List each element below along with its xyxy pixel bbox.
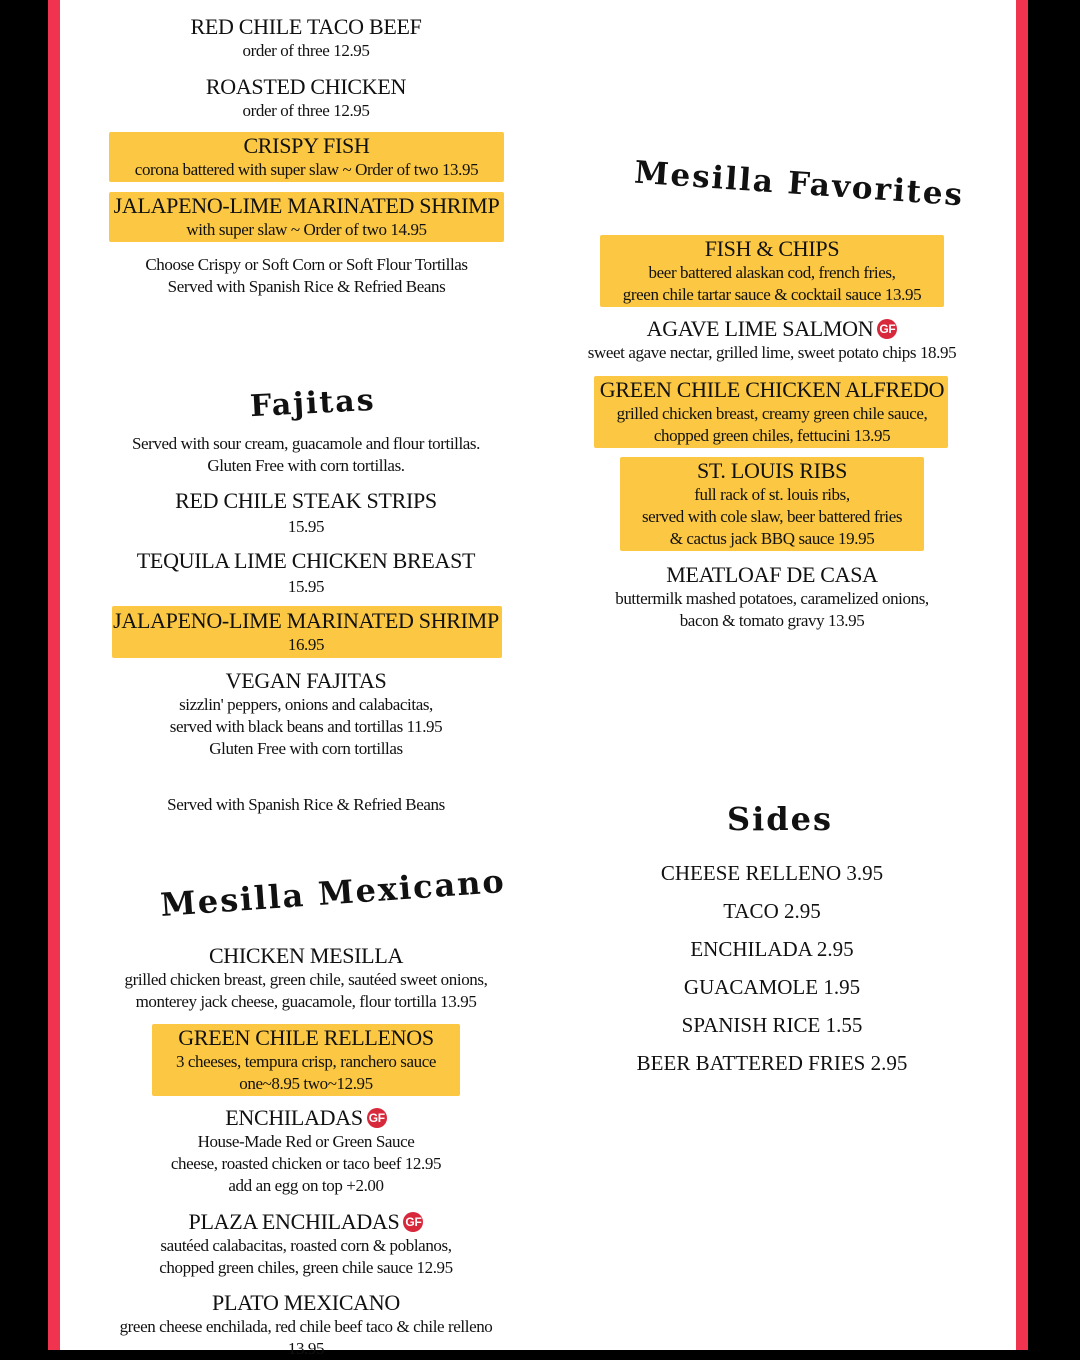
item-desc: monterey jack cheese, guacamole, flour tortilla 13.95 [135,992,477,1011]
item-desc: full rack of st. louis ribs, [694,485,850,504]
item-name [92,1105,520,1131]
item-name: MEATLOAF DE CASA [666,562,878,587]
gluten-free-badge-icon: GF [403,1212,423,1232]
item-desc: chopped green chiles, green chile sauce 12.95 [159,1258,453,1277]
menu-item [109,133,504,181]
side-item: ENCHILADA 2.95 [690,937,854,961]
menu-item [100,608,512,656]
item-desc: buttermilk mashed potatoes, caramelized onions, [615,589,929,608]
item-desc: sizzlin' peppers, onions and calabacitas, [179,695,433,714]
item-name [560,316,984,342]
item-desc: beer battered alaskan cod, french fries, [648,263,896,282]
item-desc: 3 cheeses, tempura crisp, ranchero sauce [175,1052,437,1071]
item-name: ST. LOUIS RIBS [696,458,848,483]
item-desc: sautéed calabacitas, roasted corn & poblanos, [160,1236,452,1255]
item-name: CRISPY FISH [243,133,370,158]
item-desc: add an egg on top +2.00 [228,1176,384,1195]
side-item: SPANISH RICE 1.55 [681,1013,863,1037]
side-item: BEER BATTERED FRIES 2.95 [636,1051,908,1075]
note-line: Served with Spanish Rice & Refried Beans [167,795,445,814]
item-desc: 15.95 [287,577,325,596]
item-desc: with super slaw ~ Order of two 14.95 [186,220,427,239]
menu-item [100,668,512,760]
note-line: Served with Spanish Rice & Refried Beans [167,277,446,296]
side-item: TACO 2.95 [723,899,821,923]
menu-item [560,316,984,364]
item-name: TEQUILA LIME CHICKEN BREAST [136,548,476,573]
menu-item [92,943,520,1013]
item-desc: served with black beans and tortillas 11.95 [169,717,443,736]
item-desc: order of three 12.95 [242,41,370,60]
item-name-text: ENCHILADAS [225,1105,363,1130]
item-name: JALAPENO-LIME MARINATED SHRIMP [113,608,499,633]
gluten-free-badge-icon: GF [367,1108,387,1128]
item-name-text: PLAZA ENCHILADAS [188,1209,400,1234]
sides-list [580,860,964,1088]
item-desc: grilled chicken breast, green chile, sautéed sweet onions, [124,970,488,989]
menu-item [100,548,512,598]
menu-item [100,488,512,538]
left-accent-bar [48,0,60,1350]
item-desc: bacon & tomato gravy 13.95 [679,611,865,630]
menu-item [109,193,504,241]
item-desc: corona battered with super slaw ~ Order of two 13.95 [134,160,479,179]
item-name: FISH & CHIPS [704,236,840,261]
item-name: RED CHILE STEAK STRIPS [175,488,437,513]
menu-item [560,458,984,550]
tacos-note [109,254,504,298]
intro-line: Served with sour cream, guacamole and flour tortillas. [131,434,481,453]
item-name [92,1209,520,1235]
menu-item [560,236,984,306]
item-desc: 13.95 [287,1339,325,1358]
menu-item [92,1105,520,1197]
menu-item [560,377,984,447]
right-accent-bar [1016,0,1028,1350]
item-name-text: AGAVE LIME SALMON [646,316,874,341]
section-title-favorites: Mesilla Favorites [633,154,966,214]
side-item: GUACAMOLE 1.95 [683,975,861,999]
item-desc: order of three 12.95 [242,101,370,120]
item-desc: 16.95 [287,635,325,654]
item-desc: cheese, roasted chicken or taco beef 12.95 [170,1154,442,1173]
item-desc: Gluten Free with corn tortillas [209,739,403,758]
item-desc: & cactus jack BBQ sauce 19.95 [669,529,875,548]
fajitas-note [100,794,512,816]
item-desc: chopped green chiles, fettucini 13.95 [653,426,891,445]
item-desc: one~8.95 two~12.95 [239,1074,373,1093]
section-title-sides: Sides [727,800,834,838]
item-name: JALAPENO-LIME MARINATED SHRIMP [113,193,500,218]
item-desc: served with cole slaw, beer battered fries [641,507,903,526]
menu-item [130,74,482,122]
item-desc: sweet agave nectar, grilled lime, sweet potato chips 18.95 [587,343,957,362]
item-desc: grilled chicken breast, creamy green chile sauce, [616,404,928,423]
note-line: Choose Crispy or Soft Corn or Soft Flour Tortillas [145,255,468,274]
item-desc: green chile tartar sauce & cocktail sauce 13.95 [622,285,922,304]
item-name: RED CHILE TACO BEEF [190,14,422,39]
item-desc: House-Made Red or Green Sauce [197,1132,415,1151]
gluten-free-badge-icon: GF [877,319,897,339]
item-desc: 15.95 [287,517,325,536]
item-name: VEGAN FAJITAS [225,668,387,693]
item-desc: green cheese enchilada, red chile beef taco & chile relleno [119,1317,493,1336]
side-item: CHEESE RELLENO 3.95 [660,861,884,885]
section-title-fajitas: Fajitas [249,382,377,425]
item-name: GREEN CHILE CHICKEN ALFREDO [599,377,945,402]
menu-item [560,562,984,632]
item-name: GREEN CHILE RELLENOS [178,1025,434,1050]
item-name: PLATO MEXICANO [212,1290,400,1315]
item-name: CHICKEN MESILLA [208,943,404,968]
menu-item [92,1025,520,1095]
menu-item [92,1209,520,1279]
intro-line: Gluten Free with corn tortillas. [207,456,405,475]
item-name: ROASTED CHICKEN [205,74,407,99]
section-title-mexicano: Mesilla Mexicano [159,861,507,925]
menu-item [130,14,482,62]
fajitas-intro [100,433,512,477]
